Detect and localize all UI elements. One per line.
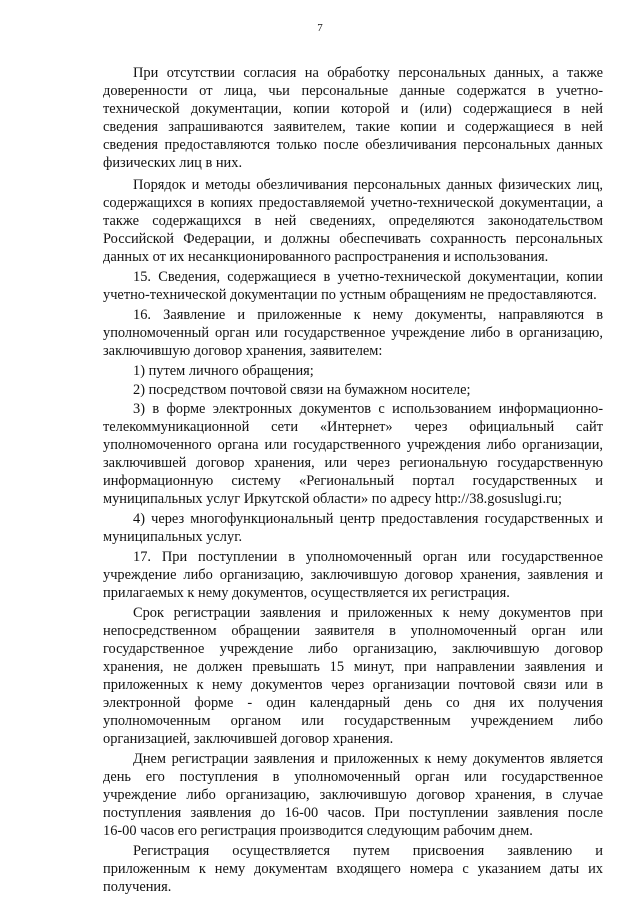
- text-line: заключившую договор хранения, заявителем:: [103, 343, 383, 359]
- text-line: При отсутствии согласия на обработку персональных данных, а также: [133, 65, 603, 81]
- text-line: организацией, заключившей договор хранения.: [103, 731, 394, 747]
- text-line: 16. Заявление и приложенные к нему документы, направляются в: [133, 307, 603, 323]
- text-line: Порядок и методы обезличивания персональных данных физических лиц,: [133, 177, 603, 193]
- text-line: 16-00 часов его регистрация производится следующим рабочим днем.: [103, 823, 533, 839]
- text-line: приложенным к нему документам входящего номера с указанием даты их: [103, 861, 603, 877]
- text-line: учреждение либо организацию, заключившую договор хранения, заявления и: [103, 567, 603, 583]
- text-line: уполномоченный орган или государственное учреждение либо в организацию,: [103, 325, 603, 341]
- text-line: муниципальных услуг.: [103, 529, 243, 545]
- text-line: государственное учреждение либо организацию, заключившую договор: [103, 641, 603, 657]
- text-line: заключившей договор хранения, или через региональную государственную: [103, 455, 603, 471]
- text-line: данных от их несанкционированного распространения и использования.: [103, 249, 549, 265]
- text-line: телекоммуникационной сети «Интернет» через официальный сайт: [103, 419, 603, 435]
- text-line: 1) путем личного обращения;: [133, 363, 314, 379]
- text-line: непосредственном обращении заявителя в уполномоченный орган или: [103, 623, 603, 639]
- text-line: сведения предоставляются только после обезличивания персональных данных: [103, 137, 603, 153]
- text-line: день его поступления в уполномоченный орган или государственное: [103, 769, 603, 785]
- text-line: уполномоченного органа или государственного учреждения либо организации,: [103, 437, 603, 453]
- text-line: прилагаемых к нему документов, осуществляется их регистрация.: [103, 585, 510, 601]
- text-line: Регистрация осуществляется путем присвоения заявлению и: [133, 843, 603, 859]
- text-line: Срок регистрации заявления и приложенных к нему документов при: [133, 605, 603, 621]
- text-line: 4) через многофункциональный центр предоставления государственных и: [133, 511, 603, 527]
- text-line: информационную систему «Региональный портал государственных и: [103, 473, 603, 489]
- text-line: электронной форме - один календарный день со дня их получения: [103, 695, 603, 711]
- text-line: уполномоченным органом или государственным учреждением либо: [103, 713, 603, 729]
- text-line: сведения запрашиваются заявителем, такие копии и содержащиеся в ней: [103, 119, 603, 135]
- text-line: также содержащихся в ней сведениях, определяются законодательством: [103, 213, 603, 229]
- text-line: муниципальных услуг Иркутской области» по адресу http://38.gosuslugi.ru;: [103, 491, 563, 507]
- text-line: технической документации, копии которой и (или) содержащиеся в ней: [103, 101, 603, 117]
- text-line: Днем регистрации заявления и приложенных к нему документов является: [133, 751, 603, 767]
- text-line: 15. Сведения, содержащиеся в учетно-технической документации, копии: [133, 269, 603, 285]
- text-line: поступления заявления до 16-00 часов. При поступлении заявления после: [103, 805, 603, 821]
- text-line: учреждение либо организацию, заключившую договор хранения, в случае: [103, 787, 603, 803]
- text-line: физических лиц в них.: [103, 155, 243, 171]
- text-line: получения.: [103, 879, 172, 895]
- text-line: учетно-технической документации по устным обращениям не предоставляются.: [103, 287, 597, 303]
- text-line: 3) в форме электронных документов с использованием информационно-: [133, 401, 603, 417]
- text-line: 2) посредством почтовой связи на бумажном носителе;: [133, 382, 471, 398]
- text-line: приложенных к нему документов через организации почтовой связи или в: [103, 677, 603, 693]
- page-number: 7: [317, 22, 323, 34]
- text-line: Российской Федерации, и должны обеспечивать сохранность персональных: [103, 231, 603, 247]
- text-line: содержащихся в копиях предоставляемой учетно-технической документации, а: [103, 195, 603, 211]
- text-line: хранения, не должен превышать 15 минут, при направлении заявления и: [103, 659, 603, 675]
- text-line: доверенности от лица, чьи персональные данные содержатся в учетно-: [103, 83, 603, 99]
- text-line: 17. При поступлении в уполномоченный орган или государственное: [133, 549, 603, 565]
